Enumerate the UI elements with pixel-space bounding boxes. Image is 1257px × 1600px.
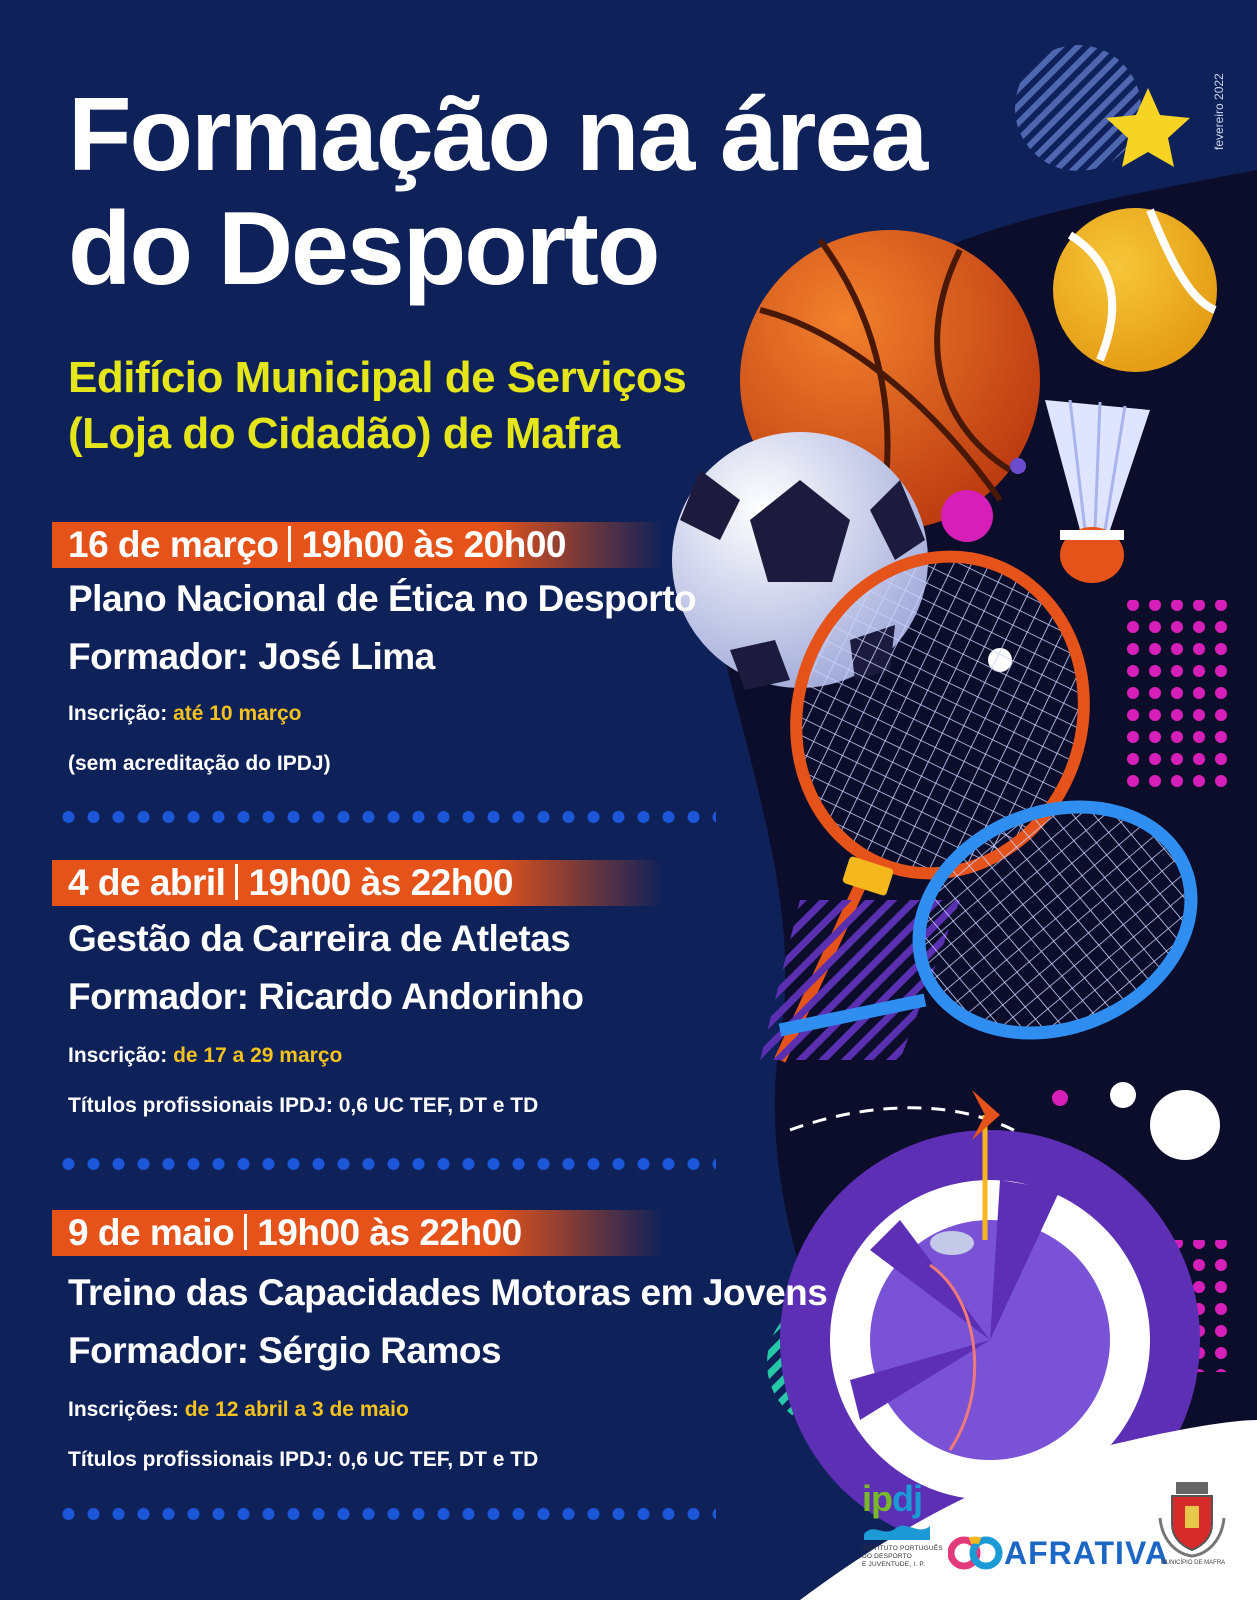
- tennis-ball-icon: [1053, 208, 1217, 372]
- session-1-note: (sem acreditação do IPDJ): [68, 752, 331, 775]
- session-3-registration: [68, 1398, 409, 1422]
- registration-value: de 12 abril a 3 de maio: [184, 1398, 409, 1421]
- session-3-course: Treino das Capacidades Motoras em Jovens: [68, 1272, 828, 1313]
- registration-value: até 10 março: [173, 702, 302, 725]
- divider: [244, 1214, 247, 1250]
- divider: [288, 526, 291, 562]
- ipdj-subtitle-2: DO DESPORTO: [862, 1553, 912, 1560]
- title-line-1: Formação na área: [68, 77, 927, 193]
- ipdj-subtitle-1: INSTITUTO PORTUGUÊS: [862, 1545, 943, 1552]
- dotted-divider: [56, 1157, 716, 1171]
- session-1-time: 19h00 às 20h00: [301, 524, 566, 565]
- striped-circle-decoration: [1015, 45, 1141, 171]
- divider: [235, 864, 238, 900]
- afrativa-rings-icon: [948, 1533, 1006, 1573]
- venue: [68, 350, 686, 462]
- ipdj-logo: [862, 1478, 946, 1569]
- registration-value: de 17 a 29 março: [173, 1044, 343, 1067]
- session-1-date: 16 de março: [68, 524, 279, 565]
- registration-label: Inscrições:: [68, 1398, 179, 1421]
- venue-line-1: Edifício Municipal de Serviços: [68, 353, 687, 402]
- venue-line-2: (Loja do Cidadão) de Mafra: [68, 409, 620, 458]
- afrativa-wordmark: AFRATIVA: [1004, 1535, 1170, 1571]
- session-1-trainer: Formador: José Lima: [68, 636, 435, 677]
- dotted-divider: [56, 810, 716, 824]
- session-2-date: 4 de abril: [68, 862, 226, 903]
- registration-label: Inscrição:: [68, 1044, 168, 1067]
- municipality-crest-icon: [1152, 1478, 1232, 1558]
- session-3-trainer: Formador: Sérgio Ramos: [68, 1330, 502, 1371]
- poster-title: [68, 78, 926, 306]
- session-3-date: 9 de maio: [68, 1212, 235, 1253]
- session-1-course: Plano Nacional de Ética no Desporto: [68, 578, 697, 619]
- session-2-course: Gestão da Carreira de Atletas: [68, 918, 571, 959]
- registration-label: Inscrição:: [68, 702, 168, 725]
- session-2-time: 19h00 às 22h00: [248, 862, 513, 903]
- session-2-trainer: Formador: Ricardo Andorinho: [68, 976, 584, 1017]
- session-3-note: Títulos profissionais IPDJ: 0,6 UC TEF, DT e TD: [68, 1448, 539, 1471]
- ipdj-mark: ip: [862, 1478, 892, 1519]
- session-2-date-band: [52, 860, 664, 906]
- session-1-date-band: [52, 522, 664, 568]
- ipdj-mark: dj: [892, 1478, 922, 1519]
- session-3-date-band: [52, 1210, 664, 1256]
- dotted-divider: [56, 1507, 716, 1521]
- session-1-registration: [68, 702, 301, 726]
- session-2-registration: [68, 1044, 342, 1068]
- print-date: fevereiro 2022: [1212, 73, 1226, 150]
- ipdj-wave-icon: [862, 1520, 932, 1540]
- municipality-name: MUNICÍPIO DE MAFRA: [1160, 1560, 1226, 1566]
- session-3-time: 19h00 às 22h00: [257, 1212, 522, 1253]
- session-2-note: Títulos profissionais IPDJ: 0,6 UC TEF, DT e TD: [68, 1094, 539, 1117]
- ipdj-subtitle-3: E JUVENTUDE, I. P.: [862, 1561, 926, 1568]
- title-line-2: do Desporto: [68, 191, 659, 307]
